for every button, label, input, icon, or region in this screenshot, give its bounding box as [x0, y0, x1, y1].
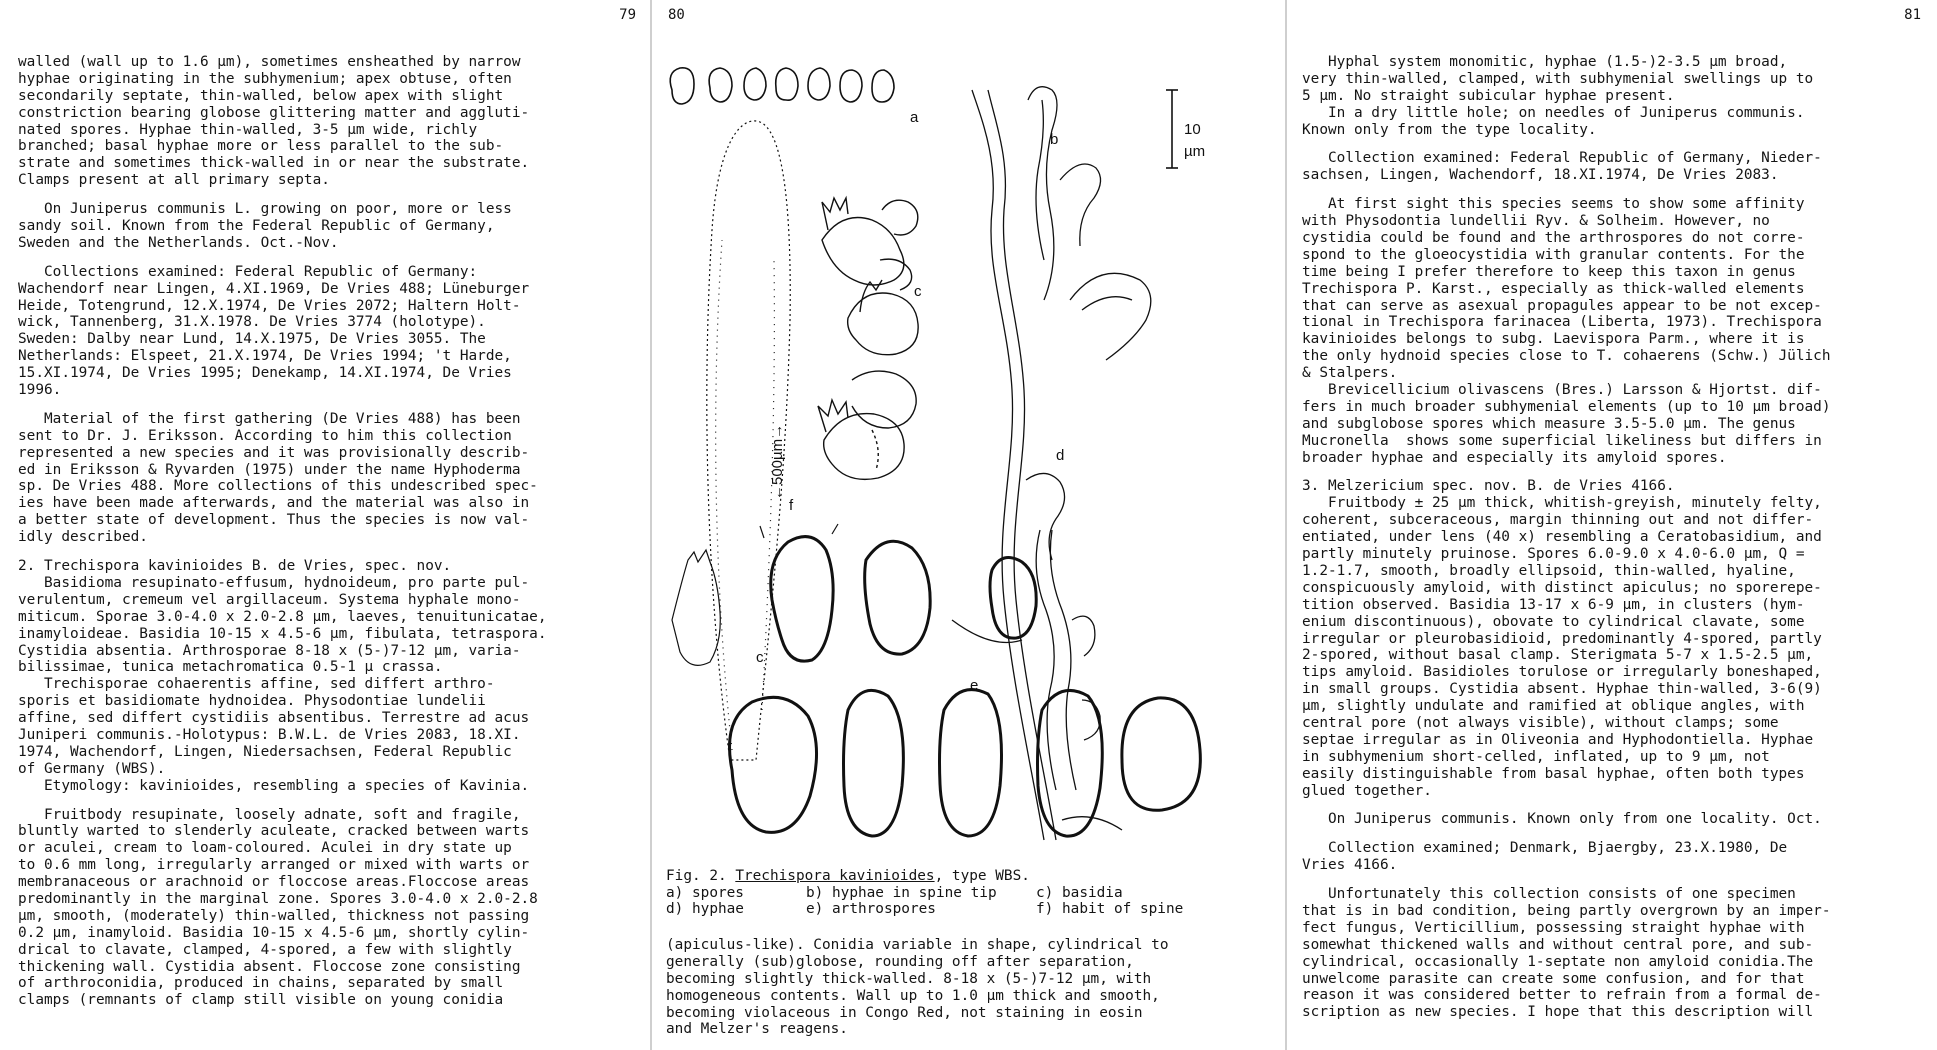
text-line: affine, sed differt cystidiis absentibus. Terrestre ad acus: [18, 710, 530, 727]
text-line: sandy soil. Known from the Federal Republic of Germany,: [18, 218, 495, 235]
text-line: broader hyphae and especially its amyloid spores.: [1302, 449, 1727, 466]
text-line: fers in much broader subhymenial elements (up to 10 µm broad): [1302, 398, 1831, 415]
legend-item: e) arthrospores: [806, 901, 936, 917]
text-line: 2-spored, without basal clamp. Sterigmata 5-7 x 1.5-2.5 µm,: [1302, 647, 1814, 664]
page-80: [652, 0, 1285, 1050]
text-line: Fruitbody resupinate, loosely adnate, soft and fragile,: [18, 806, 521, 823]
text-line: tition observed. Basidia 13-17 x 6-9 µm, in clusters (hym-: [1302, 596, 1805, 613]
text-line: Wachendorf near Lingen, 4.XI.1969, De Vries 488; Lüneburger: [18, 280, 530, 297]
text-line: drical to clavate, clamped, 4-spored, a few with slightly: [18, 941, 512, 958]
text-line: in small groups. Cystidia absent. Hyphae thin-walled, 3-6(9): [1302, 681, 1822, 698]
right-page-text: [1302, 54, 1831, 1021]
text-line: Collection examined: Federal Republic of Germany, Nieder-: [1302, 150, 1822, 167]
page-79: [0, 0, 650, 1050]
legend-item: b) hyphae in spine tip: [806, 884, 997, 901]
caption-title: Fig. 2. Trechispora kavinioides, type WBS.: [666, 868, 1030, 884]
text-line: of Germany (WBS).: [18, 760, 166, 777]
scale-value: 10: [1184, 121, 1201, 138]
text-line: wick, Tannenberg, 31.X.1978. De Vries 3774 (holotype).: [18, 314, 486, 331]
text-line: the only hydnoid species close to T. cohaerens (Schw.) Jülich: [1302, 348, 1831, 365]
text-line: secondarily septate, thin-walled, below apex with slight: [18, 87, 504, 104]
text-line: In a dry little hole; on needles of Juniperus communis.: [1302, 104, 1805, 121]
text-line: partly minutely pruinose. Spores 6.0-9.0 x 4.0-6.0 µm, Q =: [1302, 546, 1805, 563]
text-line: spond to the gloeocystidia with granular contents. For the: [1302, 246, 1805, 263]
legend-item: a) spores: [666, 884, 744, 901]
text-line: Mucronella shows some superficial likeliness but differs in: [1302, 432, 1822, 449]
text-line: µm, slightly undulate and ramified at oblique angles, with: [1302, 698, 1805, 715]
text-line: somewhat thickened walls and without central pore, and sub-: [1302, 936, 1814, 953]
text-line: predominantly in the marginal zone. Spores 3.0-4.0 x 2.0-2.8: [18, 890, 538, 907]
text-line: that can serve as asexual propagules appear to be not excep-: [1302, 297, 1822, 314]
left-page-text: [18, 54, 547, 1009]
text-line: 1974, Wachendorf, Lingen, Niedersachsen, Federal Republic: [18, 743, 512, 760]
text-line: 1996.: [18, 382, 62, 399]
paragraph-gap: [1302, 828, 1831, 840]
paragraph-gap: [1302, 138, 1831, 150]
text-line: cylindrical, occasionally 1-septate non amyloid conidia.The: [1302, 953, 1814, 970]
text-line: idly described.: [18, 529, 148, 546]
text-line: conspicuously amyloid, with distinct apiculus; no sporerepe-: [1302, 579, 1822, 596]
paragraph-gap: [1302, 874, 1831, 886]
text-line: and Melzer's reagens.: [666, 1021, 848, 1038]
text-line: tips amyloid. Basidioles torulose or irregularly boneshaped,: [1302, 664, 1822, 681]
text-line: miticum. Sporae 3.0-4.0 x 2.0-2.8 µm, laeves, tenuitunicatae,: [18, 608, 547, 625]
text-line: represented a new species and it was provisionally describ-: [18, 444, 530, 461]
text-line: generally (sub)globose, rounding off after separation,: [666, 953, 1134, 970]
text-line: clamps (remnants of clamp still visible on young conidia: [18, 992, 504, 1009]
paragraph-gap: [18, 399, 547, 411]
text-line: with Physodontia lundellii Ryv. & Solheim. However, no: [1302, 213, 1770, 230]
text-line: tional in Trechispora farinacea (Liberta, 1973). Trechispora: [1302, 314, 1822, 331]
text-line: Heide, Totengrund, 12.X.1974, De Vries 2072; Haltern Holt-: [18, 297, 521, 314]
text-line: and subglobose spores which measure 3.5-5.0 µm. The genus: [1302, 415, 1796, 432]
text-line: sachsen, Lingen, Wachendorf, 18.XI.1974, De Vries 2083.: [1302, 167, 1779, 184]
paragraph-gap: [1302, 466, 1831, 478]
text-line: At first sight this species seems to show some affinity: [1302, 196, 1805, 213]
text-line: entiated, under lens (40 x) resembling a Ceratobasidium, and: [1302, 529, 1822, 546]
label-e: e: [970, 677, 979, 694]
text-line: unwelcome parasite can create some confusion, and for that: [1302, 970, 1805, 987]
caption-species: Trechispora kavinioides: [735, 868, 935, 884]
label-f: f: [789, 497, 794, 514]
page-81: [1287, 0, 1937, 1050]
text-line: central pore (not always visible), without clamps; some: [1302, 714, 1779, 731]
label-a: a: [910, 109, 919, 126]
text-line: Collections examined: Federal Republic of Germany:: [18, 263, 478, 280]
text-line: nated spores. Hyphae thin-walled, 3-5 µm wide, richly: [18, 121, 478, 138]
text-line: in subhymenium short-celled, inflated, up to 9 µm, not: [1302, 748, 1770, 765]
text-line: Material of the first gathering (De Vries 488) has been: [18, 410, 521, 427]
spores-a: [670, 68, 894, 104]
text-line: Brevicellicium olivascens (Bres.) Larsson & Hjortst. dif-: [1302, 382, 1822, 399]
text-line: Juniperi communis.-Holotypus: B.W.L. de Vries 2083, 18.XI.: [18, 726, 521, 743]
text-line: Collection examined; Denmark, Bjaergby, 23.X.1980, De: [1302, 840, 1788, 857]
page-number: 79: [619, 7, 636, 23]
text-line: ies have been made afterwards, and the material was also in: [18, 495, 530, 512]
text-line: branched; basal hyphae more or less parallel to the sub-: [18, 138, 504, 155]
text-line: Netherlands: Elspeet, 21.X.1974, De Vries 1994; 't Harde,: [18, 348, 512, 365]
text-line: Hyphal system monomitic, hyphae (1.5-)2-3.5 µm broad,: [1302, 54, 1788, 70]
label-d: d: [1056, 447, 1065, 464]
text-line: Basidioma resupinato-effusum, hydnoideum, pro parte pul-: [18, 574, 530, 591]
hyphae-b-d: [952, 87, 1151, 840]
page-number: 80: [668, 7, 685, 23]
text-line: Etymology: kavinioides, resembling a species of Kavinia.: [18, 777, 530, 794]
text-line: Trechispora P. Karst., especially as thick-walled elements: [1302, 280, 1805, 297]
legend-item: f) habit of spine: [1036, 901, 1184, 917]
text-line: inamyloideae. Basidia 10-15 x 4.5-6 µm, fibulata, tetraspora.: [18, 625, 547, 642]
text-line: strate and sometimes thick-walled in or near the substrate.: [18, 155, 530, 172]
text-line: (apiculus-like). Conidia variable in shape, cylindrical to: [666, 937, 1169, 953]
text-line: homogeneous contents. Wall up to 1.0 µm thick and smooth,: [666, 987, 1160, 1004]
legend-item: c) basidia: [1036, 884, 1123, 901]
text-line: bluntly warted to slenderly aculeate, cracked between warts: [18, 823, 530, 840]
text-line: Fruitbody ± 25 µm thick, whitish-greyish, minutely felty,: [1302, 495, 1822, 512]
text-line: 15.XI.1974, De Vries 1995; Denekamp, 14.XI.1974, De Vries: [18, 365, 512, 382]
text-line: Sweden and the Netherlands. Oct.-Nov.: [18, 234, 339, 251]
text-line: Known only from the type locality.: [1302, 121, 1597, 138]
page-number: 81: [1904, 7, 1921, 23]
middle-page-text: [666, 937, 1169, 1038]
label-c-top: c: [914, 283, 922, 300]
text-line: Cystidia absentia. Arthrosporae 8-18 x (5-)7-12 µm, varia-: [18, 642, 521, 659]
label-c-bottom: c: [756, 649, 764, 666]
spine-scale-label: ←500µm→: [769, 423, 786, 500]
text-line: very thin-walled, clamped, with subhymenial swellings up to: [1302, 70, 1814, 87]
text-line: µm, smooth, (moderately) thin-walled, thickness not passing: [18, 907, 530, 924]
text-line: sporis et basidiomate hydnoidea. Physodontiae lundelii: [18, 693, 486, 710]
basidia-c: [818, 198, 918, 479]
figure-caption: [666, 868, 1226, 918]
text-line: Trechisporae cohaerentis affine, sed differt arthro-: [18, 676, 495, 693]
text-line: that is in bad condition, being partly overgrown by an imper-: [1302, 902, 1831, 919]
text-line: Vries 4166.: [1302, 857, 1398, 874]
text-line: or aculei, cream to loam-coloured. Aculei in dry state up: [18, 840, 512, 857]
text-line: Sweden: Dalby near Lund, 14.X.1975, De Vries 3055. The: [18, 331, 486, 348]
text-line: membranaceous or arachnoid or floccose areas.Floccose areas: [18, 874, 530, 891]
text-line: coherent, subceraceous, margin thinning out and not differ-: [1302, 512, 1814, 529]
text-line: bilissimae, tunica metachromatica 0.5-1 µ crassa.: [18, 659, 443, 676]
text-line: enium discontinuous), obovate to cylindrical clavate, some: [1302, 613, 1805, 630]
text-line: 5 µm. No straight subicular hyphae present.: [1302, 87, 1675, 104]
text-line: Clamps present at all primary septa.: [18, 172, 330, 189]
text-line: kavinioides belongs to subg. Laevispora Parm., where it is: [1302, 331, 1805, 348]
basidium-c-lower: [672, 550, 720, 665]
text-line: ed in Eriksson & Ryvarden (1975) under the name Hyphoderma: [18, 461, 521, 478]
text-line: & Stalpers.: [1302, 365, 1398, 382]
text-line: of arthroconidia, produced in chains, separated by small: [18, 975, 504, 992]
arthrospores-e: [730, 524, 1201, 836]
text-line: Unfortunately this collection consists of one specimen: [1302, 886, 1796, 903]
text-line: 3. Melzericium spec. nov. B. de Vries 4166.: [1302, 478, 1675, 495]
paragraph-gap: [18, 189, 547, 201]
text-line: On Juniperus communis. Known only from one locality. Oct.: [1302, 811, 1822, 828]
text-line: irregular or pleurobasidioid, predominantly 4-spored, partly: [1302, 630, 1822, 647]
text-line: scription as new species. I hope that this description will: [1302, 1004, 1814, 1021]
text-line: On Juniperus communis L. growing on poor, more or less: [18, 201, 512, 218]
paragraph-gap: [18, 252, 547, 264]
paragraph-gap: [1302, 184, 1831, 196]
paragraph-gap: [18, 795, 547, 807]
caption-legend: [666, 885, 1226, 918]
text-line: thickening wall. Cystidia absent. Floccose zone consisting: [18, 958, 521, 975]
text-line: a better state of development. Thus the species is now val-: [18, 512, 530, 529]
text-line: to 0.6 mm long, irregularly arranged or mixed with warts or: [18, 857, 530, 874]
text-line: cystidia could be found and the arthrospores do not corre-: [1302, 230, 1805, 247]
legend-item: d) hyphae: [666, 901, 744, 917]
text-line: time being I prefer therefore to keep this taxon in genus: [1302, 263, 1796, 280]
figure-2-drawing: [652, 60, 1285, 860]
text-line: fect fungus, Verticillium, possessing straight hyphae with: [1302, 919, 1805, 936]
text-line: becoming slightly thick-walled. 8-18 x (5-)7-12 µm, with: [666, 970, 1152, 987]
text-line: glued together.: [1302, 782, 1432, 799]
text-line: sent to Dr. J. Eriksson. According to him this collection: [18, 427, 512, 444]
text-line: hyphae originating in the subhymenium; apex obtuse, often: [18, 70, 512, 87]
text-line: septae irregular as in Oliveonia and Hyphodontiella. Hyphae: [1302, 731, 1814, 748]
text-line: easily distinguishable from basal hyphae, often both types: [1302, 765, 1805, 782]
paragraph-gap: [18, 546, 547, 558]
text-line: becoming violaceous in Congo Red, not staining in eosin: [666, 1004, 1143, 1021]
text-line: verulentum, cremeum vel argillaceum. Systema hyphale mono-: [18, 591, 521, 608]
text-line: 0.2 µm, inamyloid. Basidia 10-15 x 4.5-6 µm, shortly cylin-: [18, 924, 530, 941]
text-line: 1.2-1.7, smooth, broadly ellipsoid, thin-walled, hyaline,: [1302, 562, 1796, 579]
text-line: constriction bearing globose glittering matter and aggluti-: [18, 104, 530, 121]
label-b: b: [1050, 131, 1059, 148]
paragraph-gap: [1302, 799, 1831, 811]
text-line: reason it was considered better to refrain from a formal de-: [1302, 987, 1822, 1004]
text-line: walled (wall up to 1.6 µm), sometimes ensheathed by narrow: [18, 54, 521, 70]
text-line: 2. Trechispora kavinioides B. de Vries, spec. nov.: [18, 558, 452, 575]
scale-unit: µm: [1184, 143, 1206, 160]
scale-bar-10um: [1166, 90, 1178, 168]
text-line: sp. De Vries 488. More collections of this undescribed spec-: [18, 478, 538, 495]
